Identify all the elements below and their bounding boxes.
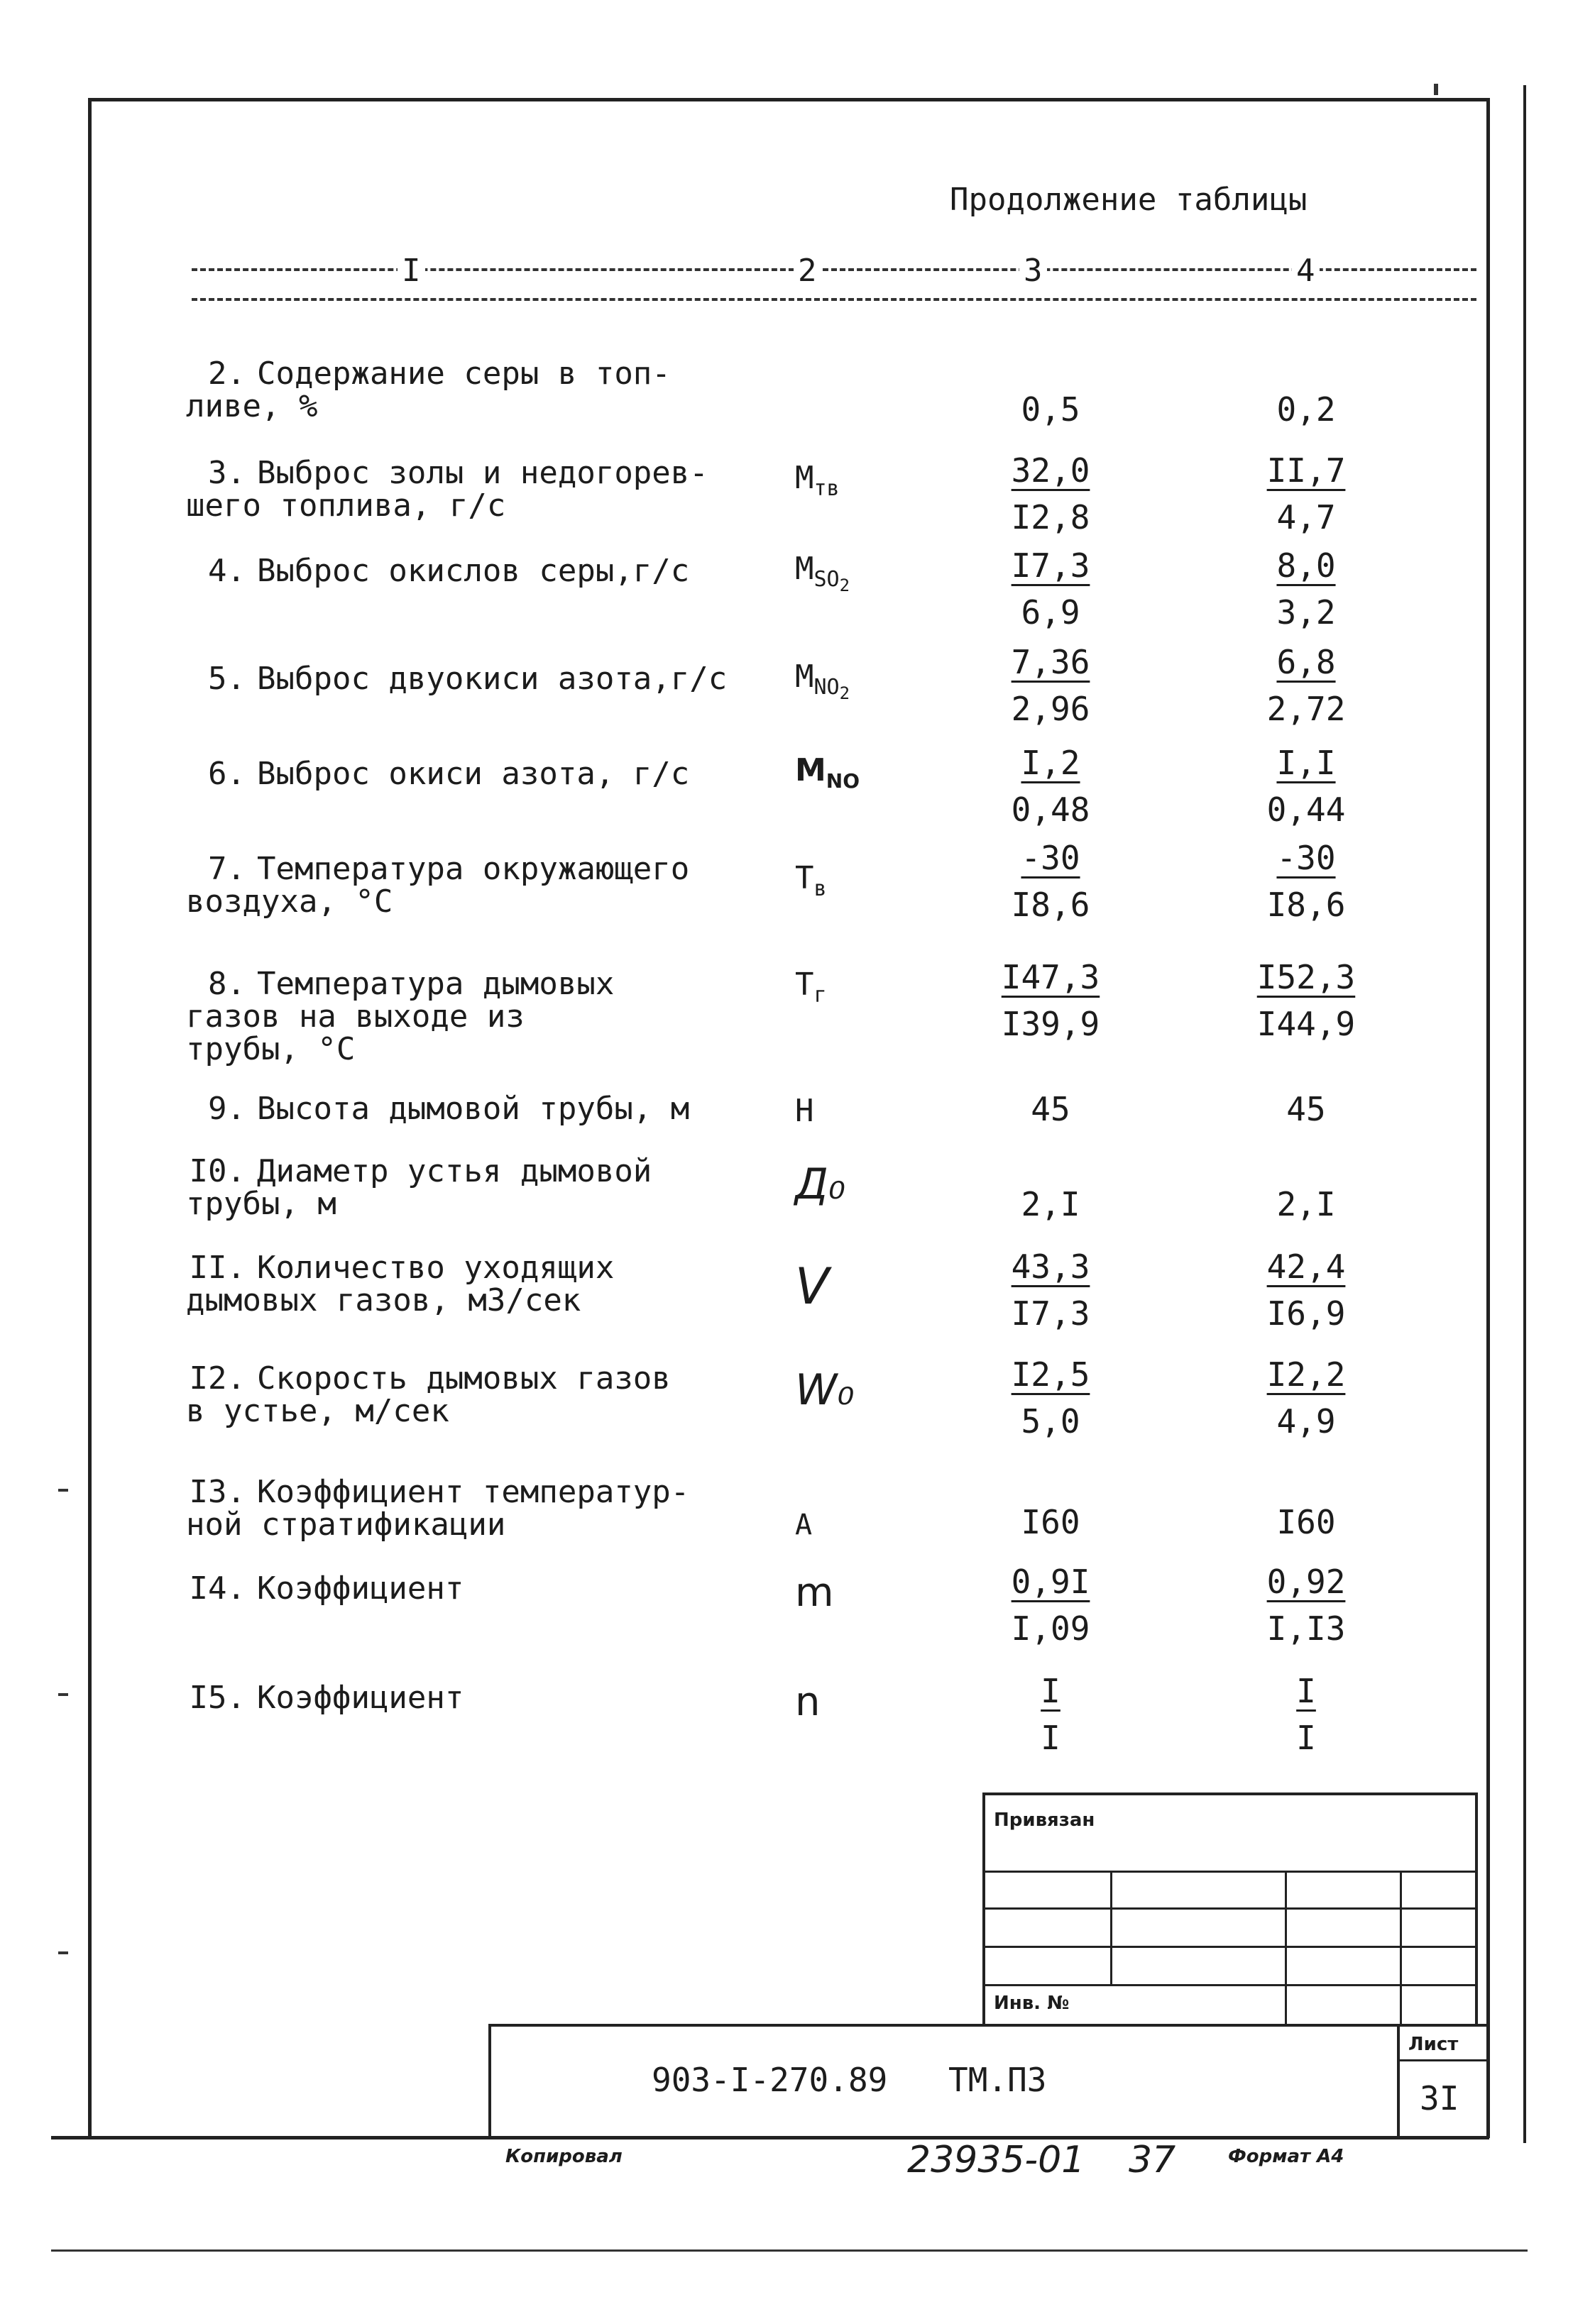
- frame-right-border: [1486, 98, 1490, 2138]
- stamp-left-line: [982, 1792, 985, 2027]
- trim-line: [51, 2249, 1528, 2252]
- row-value-col3: I7,3 6,9: [1011, 546, 1090, 632]
- row-parameter: Содержание серы в топ- ливе, %: [186, 356, 671, 424]
- row-value-col4: I I: [1296, 1672, 1316, 1757]
- row-value-col4: 8,0 3,2: [1276, 546, 1336, 632]
- table-continuation-caption: Продолжение таблицы: [950, 182, 1308, 218]
- row-parameter: Температура окружающего воздуха, °C: [186, 851, 690, 920]
- table-row: [186, 853, 825, 918]
- handwritten-archive-number: 23935-01: [907, 2139, 1085, 2181]
- table-row: [186, 968, 825, 1066]
- row-number: 9.: [208, 1091, 246, 1127]
- sheet-number: 3I: [1420, 2079, 1459, 2118]
- row-value-col4: 0,2: [1276, 390, 1336, 429]
- stamp-top-line: [982, 1792, 1476, 1795]
- row-symbol: m: [795, 1570, 834, 1616]
- header-dashed-line-top: [192, 268, 1476, 271]
- row-number: 5.: [208, 661, 246, 697]
- row-number: I4.: [189, 1570, 246, 1607]
- row-symbol: $M_{NO_2}$: [795, 659, 850, 703]
- stamp-row-line: [982, 1871, 1476, 1873]
- table-row: [186, 457, 825, 522]
- row-parameter: Количество уходящих дымовых газов, м3/сек: [186, 1250, 615, 1318]
- row-parameter: Выброс золы и недогорев- шего топлива, г/с: [186, 455, 708, 524]
- frame-bottom-border: [51, 2136, 1489, 2139]
- row-parameter: Коэффициент: [257, 1680, 464, 1716]
- frame-top-border: [88, 98, 1486, 101]
- row-value-col3: 0,5: [1021, 390, 1080, 429]
- row-symbol: $T_г$: [795, 967, 827, 1008]
- row-value-col4: 6,8 2,72: [1266, 643, 1346, 728]
- document-code: 903-I-270.89: [652, 2061, 888, 2099]
- row-symbol: $M_{SO_2}$: [795, 551, 850, 595]
- row-number: 2.: [208, 356, 246, 392]
- row-value-col3: I47,3 I39,9: [1001, 958, 1100, 1043]
- row-symbol: V: [795, 1257, 829, 1316]
- row-value-col3: 2,I: [1021, 1185, 1080, 1223]
- row-value-col4: I2,2 4,9: [1266, 1355, 1346, 1441]
- stamp-row-line: [982, 1907, 1476, 1910]
- row-value-col4: 2,I: [1276, 1185, 1336, 1223]
- sheet-label: Лист: [1408, 2034, 1459, 2055]
- row-value-col4: I,I 0,44: [1266, 744, 1346, 829]
- title-block-sheet-divider: [1397, 2024, 1400, 2137]
- row-parameter: Выброс окиси азота, г/с: [257, 756, 690, 792]
- column-number-2: 2: [794, 253, 821, 289]
- copied-label: Копировал: [505, 2146, 623, 2167]
- table-row: [186, 358, 825, 423]
- row-value-col4: 0,92 I,I3: [1266, 1563, 1346, 1648]
- row-number: I0.: [189, 1153, 246, 1189]
- row-value-col3: 45: [1031, 1090, 1070, 1128]
- stamp-row-line: [982, 1946, 1476, 1948]
- row-number: 6.: [208, 756, 246, 792]
- row-number: 7.: [208, 851, 246, 887]
- margin-tick: [58, 1489, 68, 1492]
- column-number-1: I: [398, 253, 425, 289]
- row-parameter: Температура дымовых газов на выходе из трубы, °C: [186, 966, 615, 1067]
- row-value-col4: 45: [1286, 1090, 1326, 1128]
- stamp-right-line: [1475, 1792, 1478, 2027]
- row-parameter: Диаметр устья дымовой трубы, м: [186, 1153, 652, 1222]
- row-number: II.: [189, 1250, 246, 1286]
- stamp-col-line: [1110, 1871, 1112, 1984]
- row-value-col3: I I: [1041, 1672, 1060, 1757]
- row-parameter: Коэффициент температур- ной стратификации: [186, 1474, 690, 1543]
- row-number: 3.: [208, 455, 246, 491]
- format-label: Формат А4: [1228, 2146, 1344, 2167]
- row-symbol: Д₀: [795, 1160, 845, 1209]
- stamp-col-line: [1400, 1871, 1402, 2027]
- row-value-col3: 7,36 2,96: [1011, 643, 1090, 728]
- row-number: I2.: [189, 1360, 246, 1397]
- table-row: [186, 1362, 825, 1428]
- row-value-col3: 0,9I I,09: [1011, 1563, 1090, 1648]
- row-value-col3: I60: [1021, 1503, 1080, 1541]
- table-row: [186, 1093, 825, 1125]
- handwritten-sheet-number: 37: [1129, 2139, 1176, 2181]
- row-parameter: Выброс окислов серы,г/с: [257, 553, 690, 589]
- row-value-col3: 43,3 I7,3: [1011, 1248, 1090, 1333]
- frame-outer-right-border: [1523, 85, 1526, 2143]
- row-value-col3: 32,0 I2,8: [1011, 451, 1090, 536]
- row-symbol: $T_в$: [795, 860, 827, 901]
- row-value-col4: -30 I8,6: [1266, 839, 1346, 924]
- row-parameter: Коэффициент: [257, 1570, 464, 1607]
- row-symbol: $M_{тв}$: [795, 460, 840, 501]
- row-value-col4: II,7 4,7: [1266, 451, 1346, 536]
- table-row: [186, 555, 825, 588]
- row-value-col3: I2,5 5,0: [1011, 1355, 1090, 1441]
- row-symbol: A: [795, 1509, 813, 1541]
- table-row: [186, 1155, 825, 1221]
- top-tick: [1434, 84, 1438, 95]
- table-row: [186, 1252, 825, 1317]
- row-number: 8.: [208, 966, 246, 1002]
- stamp-row-line: [982, 1984, 1476, 1986]
- table-row: [186, 1476, 825, 1541]
- stamp-attached-label: Привязан: [994, 1810, 1095, 1831]
- document-suffix: ТМ.ПЗ: [948, 2061, 1047, 2099]
- row-value-col3: I,2 0,48: [1011, 744, 1090, 829]
- row-parameter: Скорость дымовых газов в устье, м/сек: [186, 1360, 671, 1429]
- margin-tick: [58, 1693, 68, 1696]
- row-parameter: Выброс двуокиси азота,г/с: [257, 661, 728, 697]
- stamp-col-line: [1285, 1871, 1287, 2027]
- column-number-3: 3: [1019, 253, 1047, 289]
- table-row: [186, 1682, 825, 1714]
- row-number: I3.: [189, 1474, 246, 1510]
- table-row: [186, 1570, 825, 1607]
- row-value-col3: -30 I8,6: [1011, 839, 1090, 924]
- title-block-top-line: [488, 2024, 1489, 2027]
- row-symbol: W₀: [795, 1365, 855, 1415]
- header-dashed-line-bottom: [192, 298, 1476, 301]
- margin-tick: [58, 1951, 68, 1954]
- row-value-col4: I52,3 I44,9: [1256, 958, 1356, 1043]
- table-row: [186, 758, 825, 791]
- column-number-4: 4: [1292, 253, 1320, 289]
- frame-left-border: [88, 98, 92, 2138]
- row-value-col4: I60: [1276, 1503, 1336, 1541]
- row-number: I5.: [189, 1680, 246, 1716]
- row-number: 4.: [208, 553, 246, 589]
- row-symbol: $M_{NO}$: [795, 752, 860, 793]
- title-block-sheet-line: [1397, 2059, 1489, 2061]
- row-value-col4: 42,4 I6,9: [1266, 1248, 1346, 1333]
- stamp-inventory-label: Инв. №: [994, 1993, 1070, 2014]
- table-row: [186, 663, 825, 695]
- row-symbol: H: [795, 1093, 814, 1129]
- row-parameter: Высота дымовой трубы, м: [257, 1091, 690, 1127]
- row-symbol: n: [795, 1679, 821, 1725]
- title-block-left-line: [488, 2024, 491, 2137]
